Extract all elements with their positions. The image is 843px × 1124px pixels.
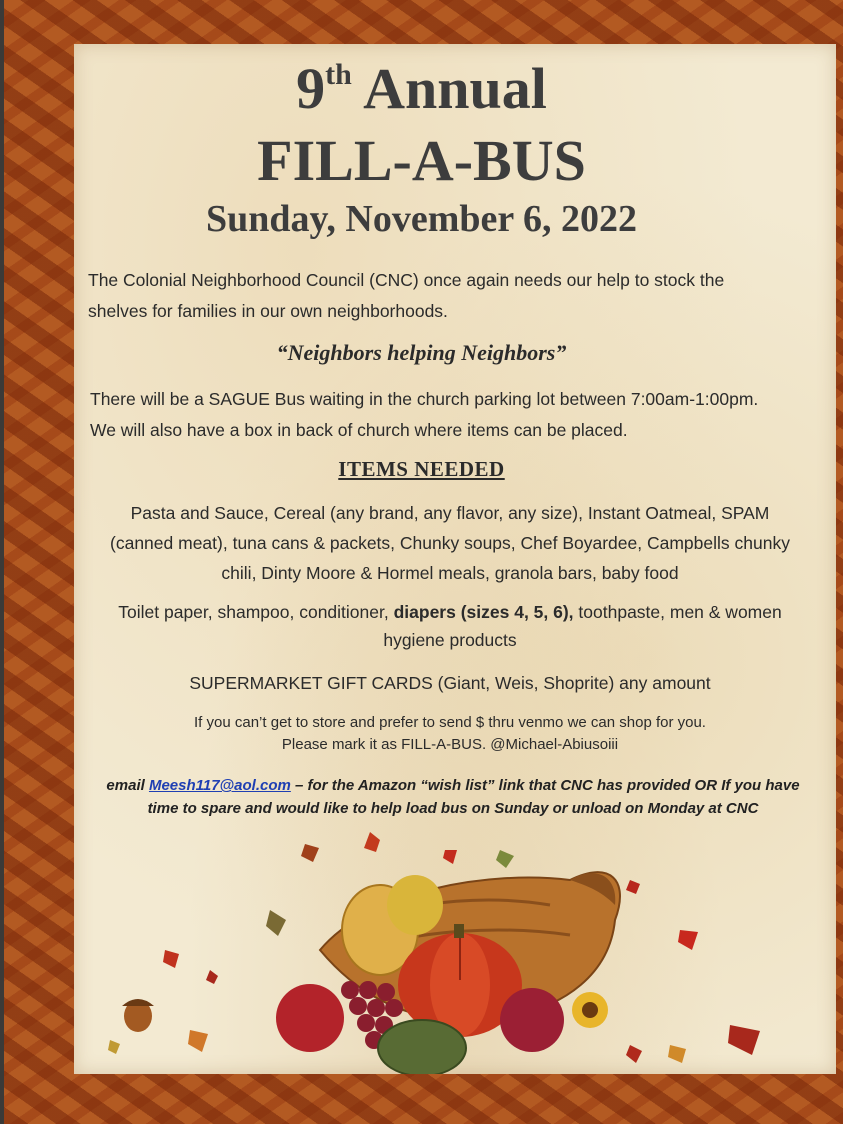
venmo-paragraph [80,712,820,756]
ordinal-suffix: th [325,58,352,91]
email-line-1 [98,774,808,797]
venmo-line-1: If you can’t get to store and prefer to send $ thru venmo we can shop for you. [194,714,706,731]
email-paragraph [98,774,808,820]
acorn-icon [122,999,154,1032]
apple-icon [276,984,344,1052]
plum-icon [500,988,564,1052]
hygiene-items-paragraph [80,598,820,654]
email-prefix: email [106,777,149,794]
email-line-2: time to spare and would like to help load bus on Sunday or unload on Monday at CNC [147,800,759,817]
intro-line-1: The Colonial Neighborhood Council (CNC) once again needs our help to stock the [88,270,725,290]
slogan: “Neighbors helping Neighbors” [276,340,567,365]
pear-icon [387,875,443,935]
food-items-line-1: Pasta and Sauce, Cereal (any brand, any flavor, any size), Instant Oatmeal, SPAM [130,503,770,523]
autumn-artwork [70,820,832,1074]
diapers-bold: diapers (sizes 4, 5, 6), [393,602,574,622]
food-items-paragraph [80,498,820,588]
hygiene-items-line-1 [80,598,820,626]
items-needed-heading: ITEMS NEEDED [338,457,505,481]
bus-info-line-1: There will be a SAGUE Bus waiting in the church parking lot between 7:00am-1:00pm. [90,389,759,409]
intro-line-2: shelves for families in our own neighborhoods. [88,301,448,321]
title-annual [0,56,843,121]
bus-info-line-2: We will also have a box in back of church where items can be placed. [90,420,628,440]
hygiene-items-pre: Toilet paper, shampoo, conditioner, [118,602,394,622]
hygiene-items-post: toothpaste, men & women [573,602,782,622]
food-items-line-3: chili, Dinty Moore & Hormel meals, granola bars, baby food [221,563,679,583]
gift-cards-line: SUPERMARKET GIFT CARDS (Giant, Weis, Shoprite) any amount [189,673,711,693]
sunflower-icon [572,992,608,1028]
bus-info-paragraph [90,384,810,446]
venmo-line-2: Please mark it as FILL-A-BUS. @Michael-Abiusoiii [281,736,619,753]
email-link[interactable]: Meesh117@aol.com [148,777,291,794]
email-line-1-rest: – for the Amazon “wish list” link that CNC has provided OR If you have [290,777,800,794]
event-date: Sunday, November 6, 2022 [205,198,638,240]
hygiene-items-line-2: hygiene products [383,630,517,650]
intro-paragraph [88,265,788,327]
event-title: FILL-A-BUS [257,128,586,193]
ordinal-number: 9 [296,56,326,121]
annual-word: Annual [363,56,547,121]
green-squash-icon [378,1020,466,1074]
food-items-line-2: (canned meat), tuna cans & packets, Chunky soups, Chef Boyardee, Campbells chunky [110,533,790,553]
